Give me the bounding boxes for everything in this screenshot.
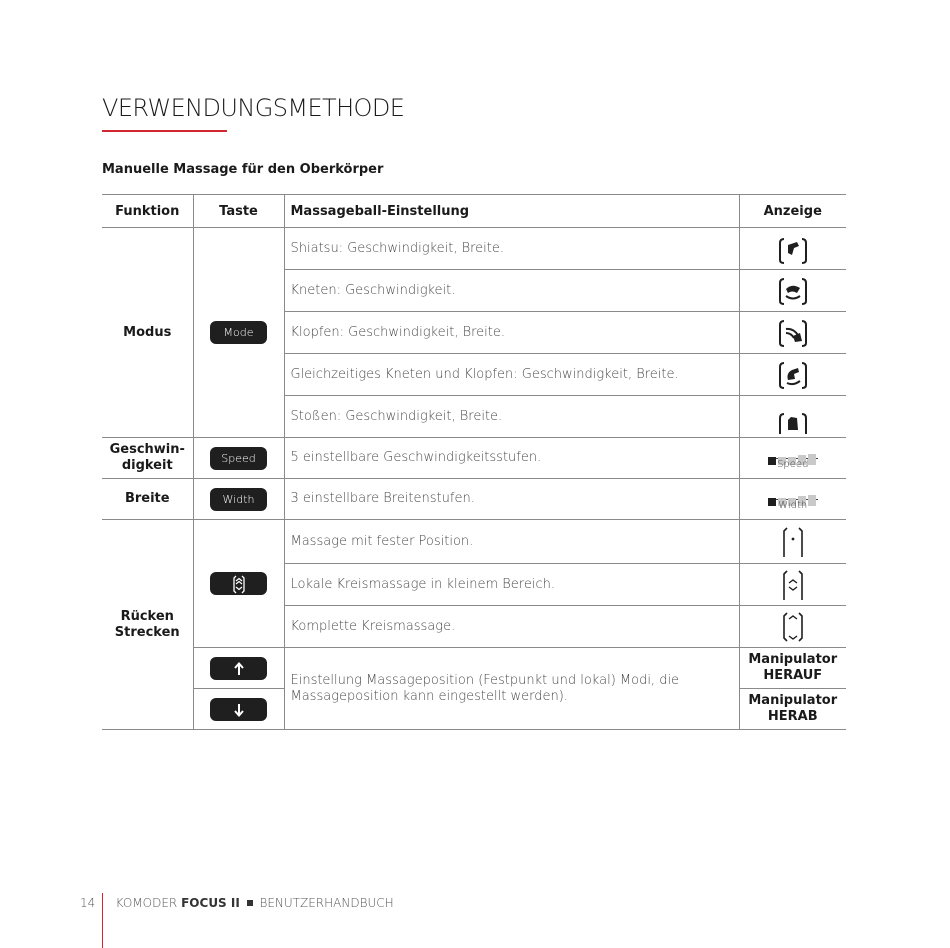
display-fixed-position <box>739 520 846 564</box>
desc-speed: 5 einstellbare Geschwindigkeitsstufen. <box>284 438 739 479</box>
display-width <box>739 479 846 520</box>
speed-bars <box>768 446 818 457</box>
up-button[interactable] <box>210 657 267 680</box>
speed-indicator-label: Speed <box>768 458 818 471</box>
desc-adjust-position: Einstellung Massageposition (Festpunkt und lokal) Modi, die Massageposition kann eingestellt werden). <box>284 648 739 730</box>
mode-button[interactable]: Mode <box>210 321 267 344</box>
width-level-indicator <box>768 487 818 512</box>
shiatsu-icon <box>777 232 809 266</box>
down-button[interactable] <box>210 698 267 721</box>
header-key: Taste <box>193 195 284 228</box>
display-shiatsu <box>739 228 846 270</box>
speed-level-indicator <box>768 446 818 471</box>
fixed-position-icon <box>781 525 805 559</box>
footer-brand: KOMODER <box>115 896 178 910</box>
usage-table <box>102 194 846 730</box>
full-circle-icon <box>781 610 805 644</box>
desc-width: 3 einstellbare Breitenstufen. <box>284 479 739 520</box>
footer-doc: BENUTZERHANDBUCH <box>259 896 394 910</box>
section-heading: Manuelle Massage für den Oberkörper <box>102 162 384 177</box>
display-local-circle <box>739 564 846 606</box>
level-segment <box>808 454 816 465</box>
desc-local-circle: Lokale Kreismassage in kleinem Bereich. <box>284 564 739 606</box>
display-up-line2: HERAUF <box>763 668 823 683</box>
desc-full-circle: Komplette Kreismassage. <box>284 606 739 648</box>
key-cell-mode <box>193 228 284 438</box>
desc-fixed-position: Massage mit fester Position. <box>284 520 739 564</box>
function-mode: Modus <box>102 228 193 438</box>
function-back-line2: Strecken <box>114 624 180 640</box>
page-footer <box>80 896 394 910</box>
level-segment <box>768 498 776 506</box>
desc-knead-tap: Gleichzeitiges Kneten und Klopfen: Geschwindigkeit, Breite. <box>284 354 739 396</box>
tapping-icon <box>777 316 809 350</box>
display-tapping <box>739 312 846 354</box>
table-row <box>102 520 846 564</box>
position-mode-icon <box>232 574 246 594</box>
display-full-circle <box>739 606 846 648</box>
key-cell-width <box>193 479 284 520</box>
table-row <box>102 228 846 270</box>
footer-separator <box>247 900 253 906</box>
table-row <box>102 438 846 479</box>
display-knead-tap <box>739 354 846 396</box>
key-cell-down <box>193 689 284 730</box>
desc-tapping: Klopfen: Geschwindigkeit, Breite. <box>284 312 739 354</box>
page-number: 14 <box>80 896 96 910</box>
width-bars <box>768 487 818 498</box>
arrow-up-icon <box>233 662 245 676</box>
width-button[interactable]: Width <box>210 488 267 511</box>
function-speed-line2: digkeit <box>121 458 173 473</box>
local-circle-icon <box>781 568 805 602</box>
header-display: Anzeige <box>739 195 846 228</box>
key-cell-position <box>193 520 284 648</box>
title-underline <box>102 130 227 132</box>
display-speed <box>739 438 846 479</box>
kneading-icon <box>777 274 809 308</box>
desc-pushing: Stoßen: Geschwindigkeit, Breite. <box>284 396 739 438</box>
display-up <box>739 648 846 689</box>
display-down-line1: Manipulator <box>748 693 838 708</box>
key-cell-up <box>193 648 284 689</box>
arrow-down-icon <box>233 703 245 717</box>
header-setting: Massageball-Einstellung <box>284 195 739 228</box>
function-back <box>102 520 193 730</box>
header-function: Funktion <box>102 195 193 228</box>
knead-tap-icon <box>777 358 809 392</box>
function-width: Breite <box>102 479 193 520</box>
page-title: VERWENDUNGSMETHODE <box>102 94 405 122</box>
level-segment <box>768 457 776 465</box>
function-speed <box>102 438 193 479</box>
table-header-row <box>102 195 846 228</box>
function-speed-line1: Geschwin- <box>109 442 185 457</box>
desc-kneading: Kneten: Geschwindigkeit. <box>284 270 739 312</box>
key-cell-speed <box>193 438 284 479</box>
table-row <box>102 648 846 689</box>
footer-model: FOCUS II <box>181 896 240 910</box>
display-kneading <box>739 270 846 312</box>
desc-shiatsu: Shiatsu: Geschwindigkeit, Breite. <box>284 228 739 270</box>
display-pushing <box>739 396 846 438</box>
display-down <box>739 689 846 730</box>
position-mode-button[interactable] <box>210 572 267 595</box>
function-back-line1: Rücken <box>120 608 174 624</box>
width-indicator-label: Width <box>768 499 818 512</box>
level-segment <box>808 495 816 506</box>
speed-button[interactable]: Speed <box>210 447 267 470</box>
display-up-line1: Manipulator <box>748 652 838 667</box>
pushing-icon <box>777 400 809 434</box>
display-down-line2: HERAB <box>767 709 818 724</box>
table-row <box>102 479 846 520</box>
